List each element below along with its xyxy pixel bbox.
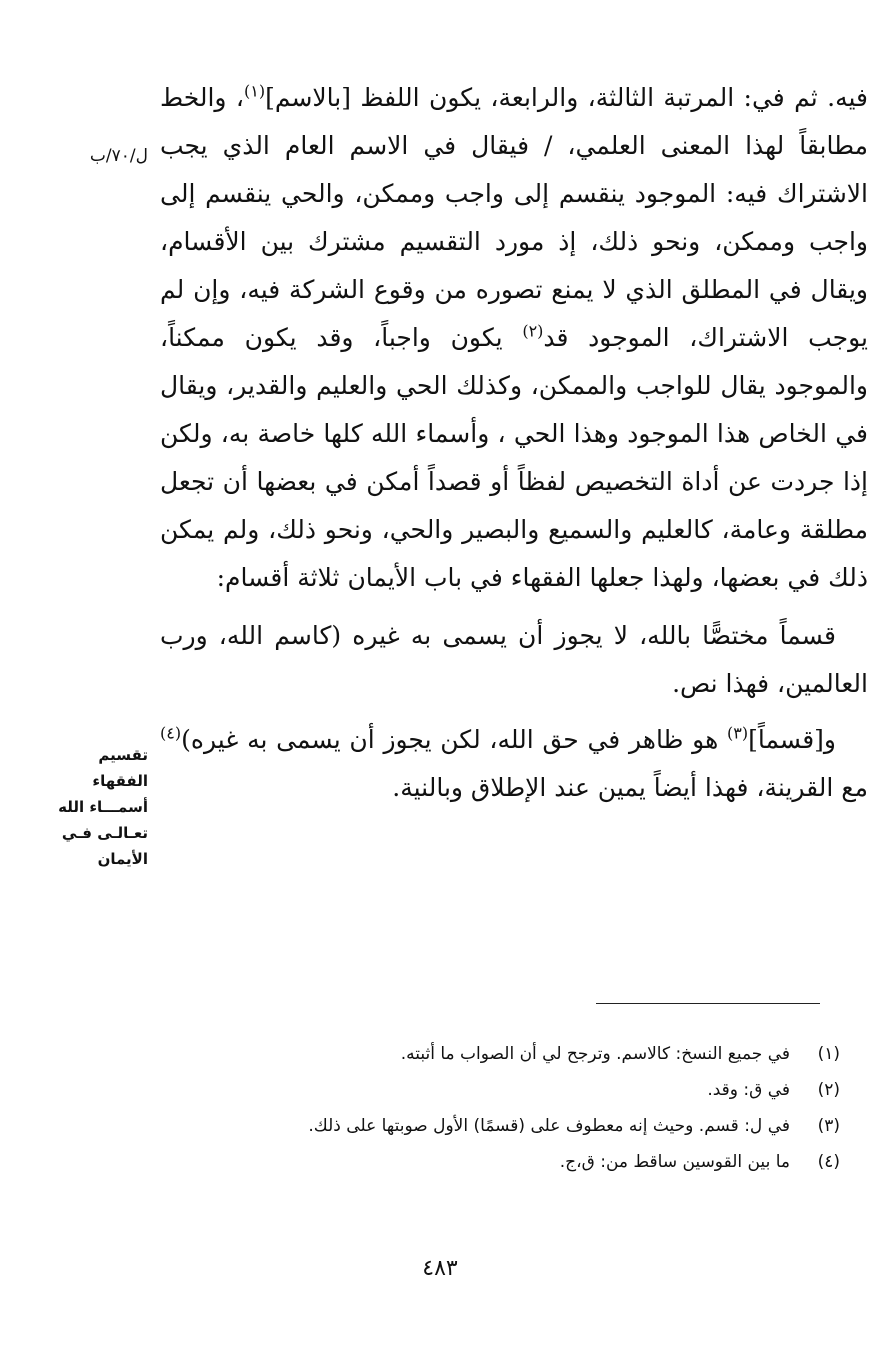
- footnote-number: (١): [817, 1044, 840, 1064]
- text-run: ، والخط مطابقاً لهذا المعنى العلمي، / فيقال في الاسم العام الذي يجب الاشتراك فيه: الموجود ينقسم إلى واجب وممكن، والحي ينقسم إلى واجب وممكن، ونحو ذلك، إذ مورد التقسيم مشترك بين الأقسام، ويقال في المطلق الذي لا يمنع تصوره من وقوع الشركة فيه، وإن لم يوجب الاشتراك، الموجود قد: [160, 83, 868, 352]
- footnote-divider: [596, 1003, 820, 1004]
- footnote-marker-4[interactable]: (٤): [160, 723, 182, 743]
- text-run: فيه. ثم في: المرتبة الثالثة، والرابعة، يكون اللفظ [بالاسم]: [265, 83, 868, 112]
- text-run: و[قسماً]: [748, 725, 836, 754]
- page-number: ٤٨٣: [422, 1256, 458, 1281]
- margin-topic-line: الأيمان: [97, 850, 148, 868]
- paragraph-1: [160, 74, 868, 602]
- footnote-marker-1[interactable]: (١): [243, 81, 266, 101]
- paragraph-3: [160, 716, 868, 812]
- margin-topic-line: تعـالـى فـي: [61, 824, 148, 842]
- margin-topic-heading: [40, 742, 148, 872]
- footnote-text: في جميع النسخ: كالاسم. وترجح لي أن الصواب ما أثبته.: [400, 1044, 790, 1064]
- footnote-3: [150, 1108, 840, 1144]
- manuscript-folio-reference: ل/٧٠/ب: [89, 146, 148, 166]
- footnote-text: ما بين القوسين ساقط من: ق،ج.: [559, 1152, 790, 1172]
- footnote-4: [150, 1144, 840, 1180]
- footnote-number: (٣): [817, 1116, 840, 1136]
- footnote-1: [150, 1036, 840, 1072]
- text-run: هو ظاهر في حق الله، لكن يجوز أن يسمى به غيره): [181, 725, 727, 754]
- footnotes-section: [150, 1036, 840, 1180]
- footnote-marker-2[interactable]: (٢): [522, 321, 544, 341]
- footnote-number: (٢): [817, 1080, 840, 1100]
- footnote-text: في ل: قسم. وحيث إنه معطوف على (قسمًا) الأول صوبتها على ذلك.: [308, 1116, 790, 1136]
- main-text: [160, 74, 868, 812]
- margin-topic-line: أسمـــاء الله: [58, 798, 148, 816]
- text-run: يكون واجباً، وقد يكون ممكناً، والموجود يقال للواجب والممكن، وكذلك الحي والعليم والقدير، ويقال في الخاص هذا الموجود وهذا الحي ، وأسماء الله كلها خاصة به، ولكن إذا جردت عن أداة التخصيص لفظاً أو قصداً أمكن في بعضها أن تجعل مطلقة وعامة، كالعليم والسميع والبصير والحي، ونحو ذلك، ولم يمكن ذلك في بعضها، ولهذا جعلها الفقهاء في باب الأيمان ثلاثة أقسام:: [160, 323, 868, 592]
- footnote-number: (٤): [817, 1152, 840, 1172]
- margin-topic-line: تقسيم الفقهاء: [92, 746, 148, 790]
- footnote-text: في ق: وقد.: [707, 1080, 790, 1100]
- text-run: مع القرينة، فهذا أيضاً يمين عند الإطلاق وبالنية.: [392, 773, 868, 802]
- footnote-marker-3[interactable]: (٣): [727, 723, 749, 743]
- paragraph-2: قسماً مختصًّا بالله، لا يجوز أن يسمى به غيره (كاسم الله، ورب العالمين، فهذا نص.: [160, 621, 868, 698]
- footnote-2: [150, 1072, 840, 1108]
